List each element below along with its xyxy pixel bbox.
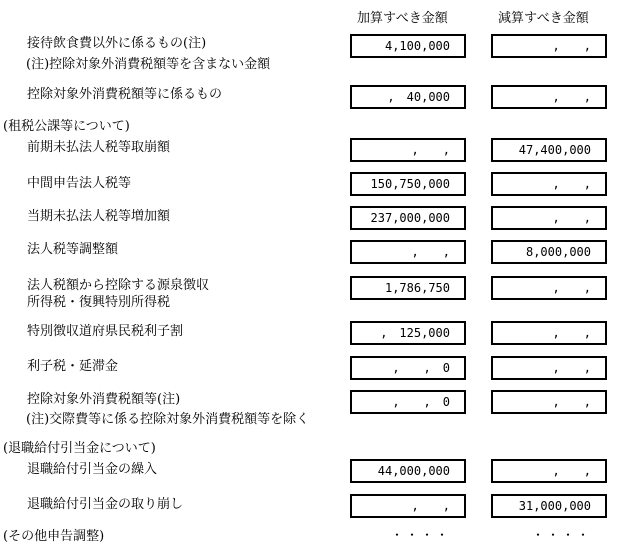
add-amount-withholding-tax-credit: 1,786,750 xyxy=(350,276,466,300)
row-label-nondeductible-consumption-tax: 控除対象外消費税額等(注) xyxy=(27,392,181,407)
subtract-amount-consumption-tax-related: , , xyxy=(491,85,607,109)
add-amount-interest-tax-late-fee: , , 0 xyxy=(350,356,466,380)
row-sublabel-withholding-tax-credit: 所得税・復興特別所得税 xyxy=(27,295,171,310)
subtract-amount-entertainment: , , xyxy=(491,34,607,58)
add-amount-retirement-provision: 44,000,000 xyxy=(350,459,466,483)
add-amount-current-unpaid-tax-increase: 237,000,000 xyxy=(350,206,466,230)
row-sublabel-nondeductible-consumption-tax-note: (注)交際費等に係る控除対象外消費税額等を除く xyxy=(26,412,310,427)
section-title-retirement: (退職給付引当金について) xyxy=(3,441,156,456)
header-subtract: 減算すべき金額 xyxy=(498,11,589,26)
row-label-prefectural-interest-levy: 特別徴収道府県民税利子割 xyxy=(27,324,184,339)
subtract-amount-retirement-reversal: 31,000,000 xyxy=(491,494,607,518)
add-amount-tax-effect-adjustment: , , xyxy=(350,240,466,264)
row-label-interest-tax-late-fee: 利子税・延滞金 xyxy=(27,359,119,374)
subtract-amount-retirement-provision: , , xyxy=(491,459,607,483)
row-label-retirement-provision: 退職給付引当金の繰入 xyxy=(27,462,158,477)
add-amount-interim-corporate-tax: 150,750,000 xyxy=(350,172,466,196)
row-label-tax-effect-adjustment: 法人税等調整額 xyxy=(27,242,119,257)
row-label-prior-unpaid-tax-reversal: 前期未払法人税等取崩額 xyxy=(27,140,171,155)
add-amount-nondeductible-consumption-tax: , , 0 xyxy=(350,390,466,414)
add-amount-prior-unpaid-tax-reversal: , , xyxy=(350,138,466,162)
other-add-placeholder-dots: ・・・・ xyxy=(391,528,452,542)
row-label-entertainment: 接待飲食費以外に係るもの(注) xyxy=(27,36,207,51)
add-amount-consumption-tax-related: , 40,000 xyxy=(350,85,466,109)
row-label-interim-corporate-tax: 中間申告法人税等 xyxy=(27,176,132,191)
row-label-current-unpaid-tax-increase: 当期未払法人税等増加額 xyxy=(27,209,171,224)
section-title-tax: (租税公課等について) xyxy=(3,119,130,134)
row-sublabel-entertainment-note: (注)控除対象外消費税額等を含まない金額 xyxy=(26,57,271,72)
subtract-amount-tax-effect-adjustment: 8,000,000 xyxy=(491,240,607,264)
add-amount-retirement-reversal: , , xyxy=(350,494,466,518)
subtract-amount-current-unpaid-tax-increase: , , xyxy=(491,206,607,230)
subtract-amount-nondeductible-consumption-tax: , , xyxy=(491,390,607,414)
other-subtract-placeholder-dots: ・・・・ xyxy=(532,528,593,542)
subtract-amount-interim-corporate-tax: , , xyxy=(491,172,607,196)
row-label-retirement-reversal: 退職給付引当金の取り崩し xyxy=(27,497,184,512)
header-add: 加算すべき金額 xyxy=(357,11,448,26)
add-amount-entertainment: 4,100,000 xyxy=(350,34,466,58)
row-label-consumption-tax-related: 控除対象外消費税額等に係るもの xyxy=(27,87,223,102)
add-amount-prefectural-interest-levy: , 125,000 xyxy=(350,321,466,345)
subtract-amount-withholding-tax-credit: , , xyxy=(491,276,607,300)
section-title-other: (その他申告調整) xyxy=(3,529,105,544)
subtract-amount-prefectural-interest-levy: , , xyxy=(491,321,607,345)
row-label-withholding-tax-credit: 法人税額から控除する源泉徴収 xyxy=(27,278,210,293)
subtract-amount-interest-tax-late-fee: , , xyxy=(491,356,607,380)
subtract-amount-prior-unpaid-tax-reversal: 47,400,000 xyxy=(491,138,607,162)
